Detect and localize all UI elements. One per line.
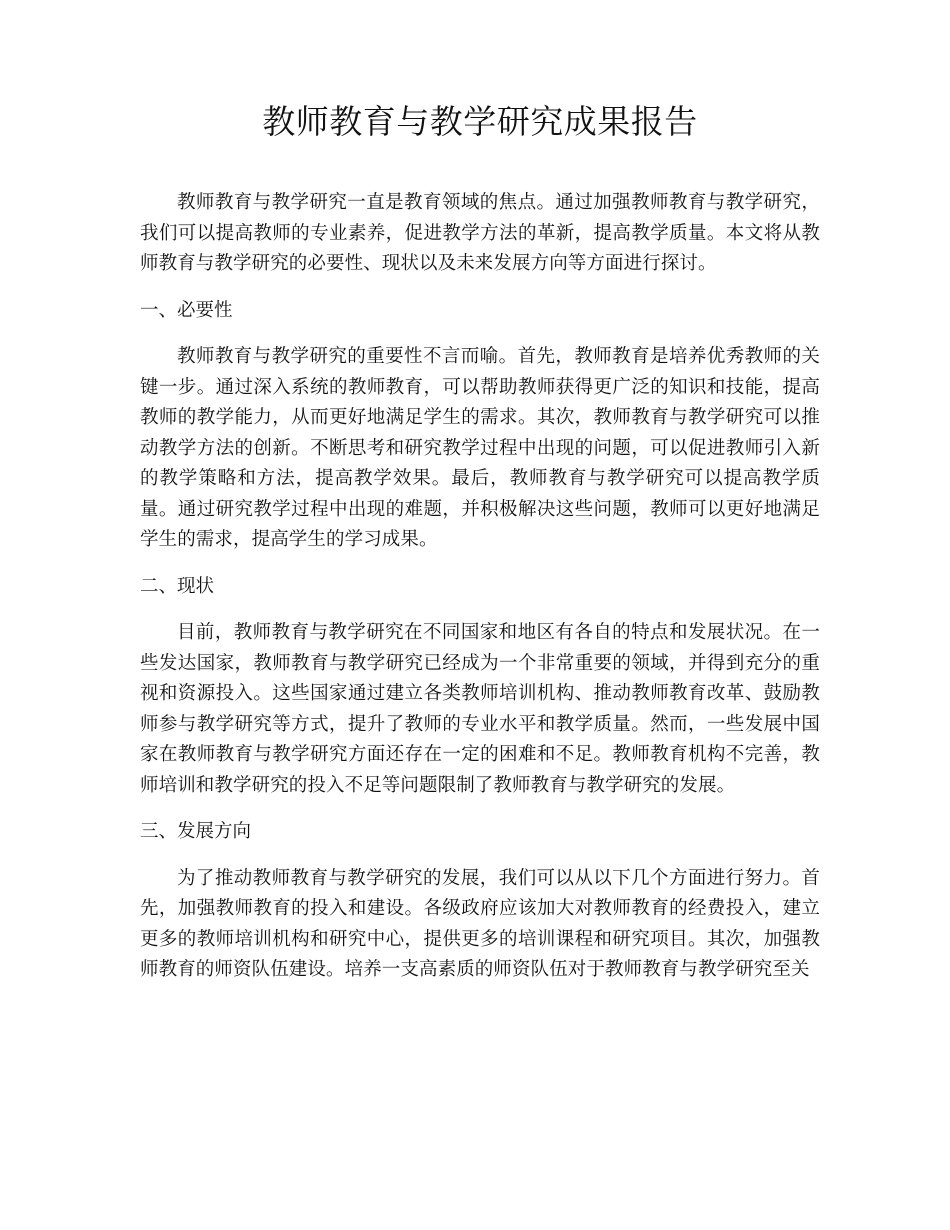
section-body-necessity: 教师教育与教学研究的重要性不言而喻。首先，教师教育是培养优秀教师的关键一步。通过深入系统的教师教育，可以帮助教师获得更广泛的知识和技能，提高教师的教学能力，从而更好地满足学生的需求。其次，教师教育与教学研究可以推动教学方法的创新。不断思考和研究教学过程中出现的问题，可以促进教师引入新的教学策略和方法，提高教学效果。最后，教师教育与教学研究可以提高教学质量。通过研究教学过程中出现的难题，并积极解决这些问题，教师可以更好地满足学生的需求，提高学生的学习成果。 bbox=[140, 346, 820, 550]
document-title: 教师教育与教学研究成果报告 bbox=[262, 102, 698, 141]
section-heading-necessity: 一、必要性 bbox=[140, 299, 233, 321]
section-heading-direction: 三、发展方向 bbox=[140, 821, 252, 842]
document-body bbox=[140, 92, 820, 986]
section-heading-status: 二、现状 bbox=[140, 575, 215, 597]
section-body-direction: 为了推动教师教育与教学研究的发展，我们可以从以下几个方面进行努力。首先，加强教师教育的投入和建设。各级政府应该加大对教师教育的经费投入，建立更多的教师培训机构和研究中心，提供更多的培训课程和研究项目。其次，加强教师教育的师资队伍建设。培养一支高素质的师资队伍对于教师教育与教学研究至关 bbox=[140, 867, 820, 980]
section-body-status: 目前，教师教育与教学研究在不同国家和地区有各自的特点和发展状况。在一些发达国家，教师教育与教学研究已经成为一个非常重要的领域，并得到充分的重视和资源投入。这些国家通过建立各类教师培训机构、推动教师教育改革、鼓励教师参与教学研究等方式，提升了教师的专业水平和教学质量。然而，一些发展中国家在教师教育与教学研究方面还存在一定的困难和不足。教师教育机构不完善，教师培训和教学研究的投入不足等问题限制了教师教育与教学研究的发展。 bbox=[140, 622, 820, 796]
intro-paragraph: 教师教育与教学研究一直是教育领域的焦点。通过加强教师教育与教学研究，我们可以提高教师的专业素养，促进教学方法的革新，提高教学质量。本文将从教师教育与教学研究的必要性、现状以及未来发展方向等方面进行探讨。 bbox=[140, 192, 820, 274]
